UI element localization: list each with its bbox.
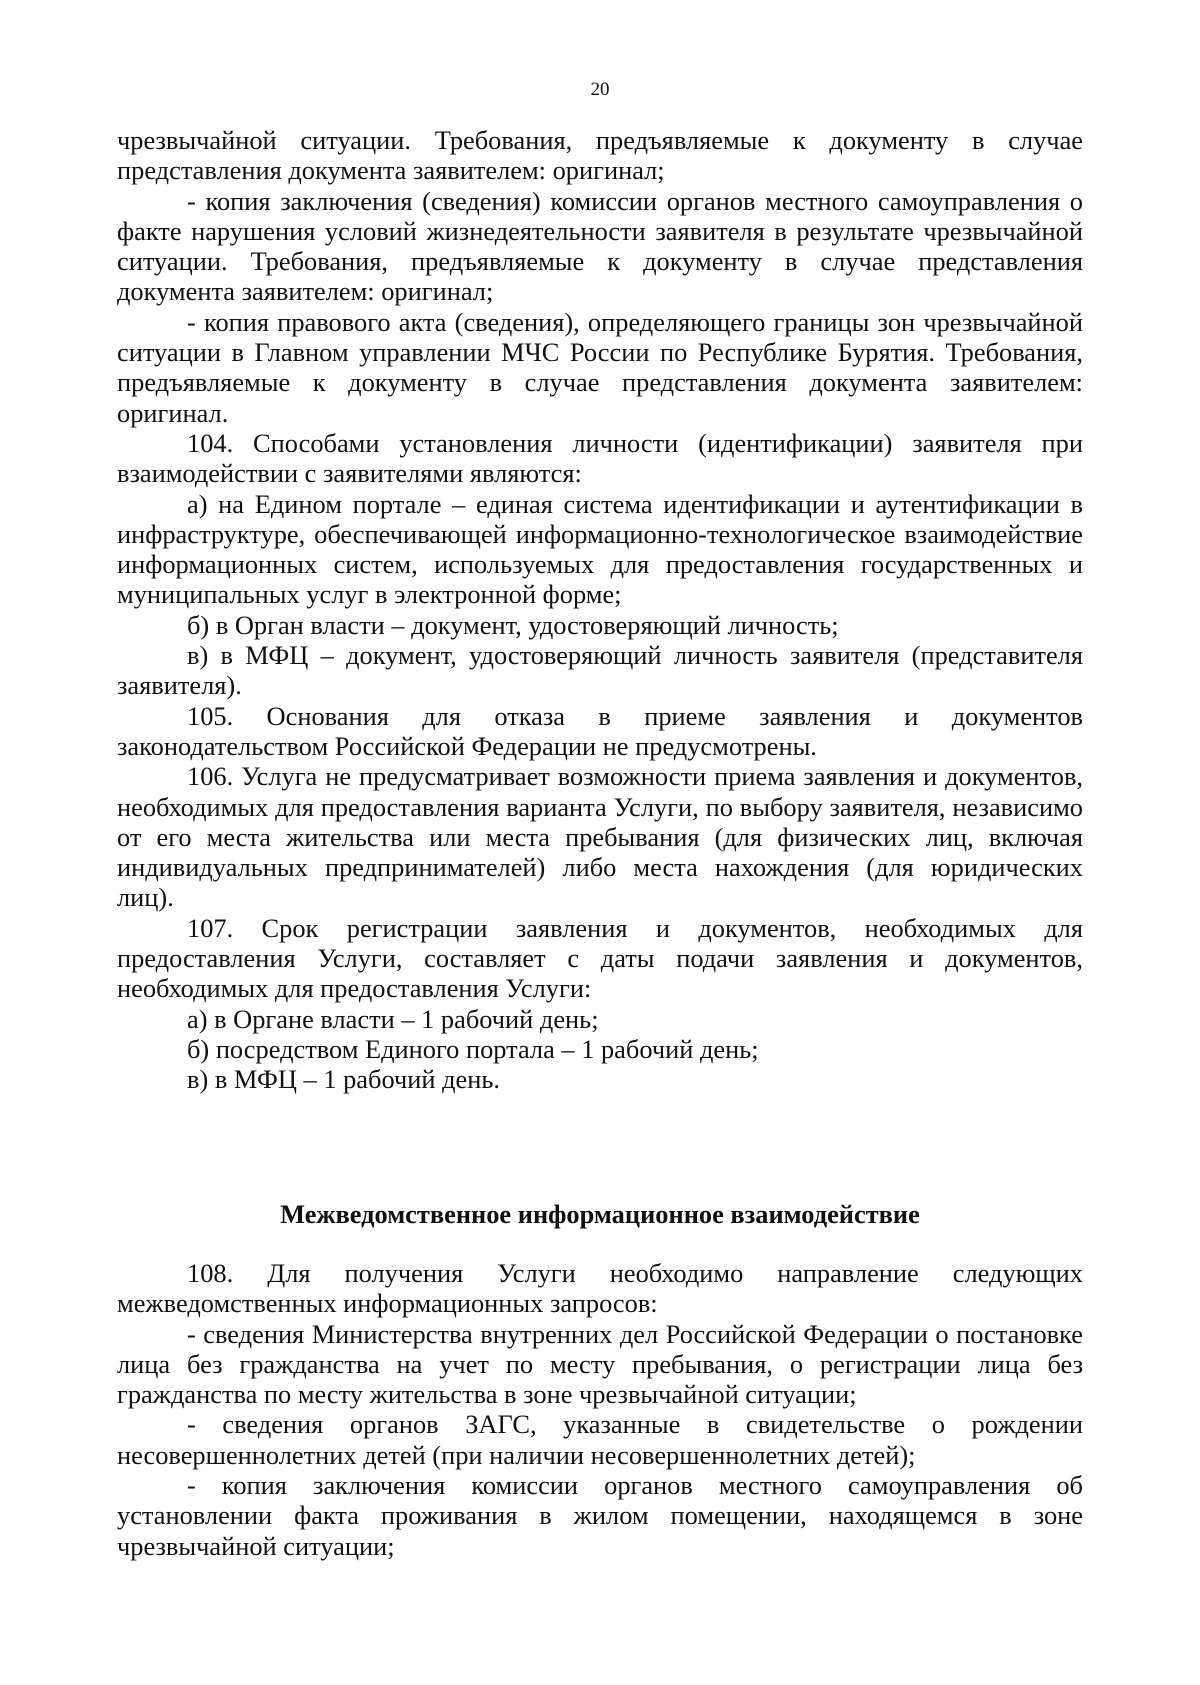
paragraph-107-a: а) в Органе власти – 1 рабочий день; [187,1003,599,1034]
page-number: 20 [590,79,610,100]
body-text-upper [117,125,1083,1095]
paragraph-104-b: б) в Орган власти – документ, удостоверяющий личность; [187,609,839,640]
paragraph-104-c: в) в МФЦ – документ, удостоверяющий личность заявителя (представителя заявителя). [117,640,1083,701]
paragraph-104: 104. Способами установления личности (идентификации) заявителя при взаимодействии с заявителями являются: [117,427,1083,489]
paragraph-list-item: - копия заключения комиссии органов местного самоуправления об установлении факта проживания в жилом помещении, находящемся в зоне чрезвычайной ситуации; [117,1470,1083,1561]
paragraph-104-a: а) на Едином портале – единая система идентификации и аутентификации в инфраструктуре, обеспечивающей информационно-технологическое взаимодействие информационных систем, используемых для предоставления государственных и муниципальных услуг в электронной форме; [117,488,1083,610]
section-heading: Межведомственное информационное взаимодействие [280,1199,920,1229]
paragraph-106: 106. Услуга не предусматривает возможности приема заявления и документов, необходимых для предоставления варианта Услуги, по выбору заявителя, независимо от его места жительства или места пребывания (для физических лиц, включая индивидуальных предпринимателей) либо места нахождения (для юридических лиц). [117,761,1083,913]
paragraph-list-item: - копия заключения (сведения) комиссии органов местного самоуправления о факте нарушения условий жизнедеятельности заявителя в результате чрезвычайной ситуации. Требования, предъявляемые к документу в случае представления документа заявителем: оригинал; [117,185,1083,307]
paragraph-list-item: - сведения органов ЗАГС, указанные в свидетельстве о рождении несовершеннолетних детей (при наличии несовершеннолетних детей); [117,1409,1083,1470]
paragraph-108: 108. Для получения Услуги необходимо направление следующих межведомственных информационных запросов: [117,1258,1083,1319]
paragraph-107: 107. Срок регистрации заявления и документов, необходимых для предоставления Услуги, составляет с даты подачи заявления и документов, необходимых для предоставления Услуги: [117,912,1083,1004]
paragraph-107-b: б) посредством Единого портала – 1 рабочий день; [187,1033,759,1064]
paragraph-107-c: в) в МФЦ – 1 рабочий день. [187,1064,500,1095]
paragraph-105: 105. Основания для отказа в приеме заявления и документов законодательством Российской Федерации не предусмотрены. [117,700,1083,761]
body-text-lower [117,1258,1083,1561]
paragraph-continuation: чрезвычайной ситуации. Требования, предъявляемые к документу в случае представления документа заявителем: оригинал; [117,125,1083,186]
paragraph-list-item: - сведения Министерства внутренних дел Российской Федерации о постановке лица без гражданства на учет по месту пребывания, о регистрации лица без гражданства по месту жительства в зоне чрезвычайной ситуации; [117,1318,1083,1410]
paragraph-list-item: - копия правового акта (сведения), определяющего границы зон чрезвычайной ситуации в Главном управлении МЧС России по Республике Бурятия. Требования, предъявляемые к документу в случае представления документа заявителем: оригинал. [117,306,1083,428]
